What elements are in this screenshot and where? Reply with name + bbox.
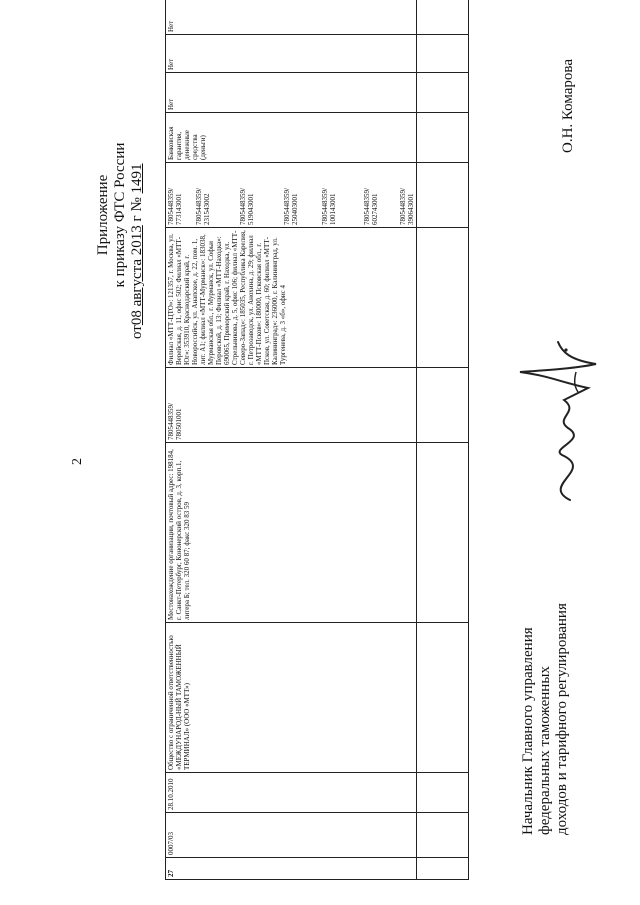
table-row <box>166 0 417 880</box>
cell-col-a: Нет <box>166 73 417 113</box>
branch-code: 7805448359/ 250403001 <box>283 188 299 225</box>
branch-code: 7805448359/ 519043001 <box>239 188 255 225</box>
cell-branch-codes <box>166 163 417 228</box>
order-year-suffix: г <box>129 215 145 222</box>
order-no-label: № <box>129 197 145 212</box>
cell-inn-kpp: 7805448359/ 780501001 <box>166 368 417 443</box>
page-number: 2 <box>70 458 85 465</box>
cell-col-b: Нет <box>166 35 417 73</box>
position-line: доходов и тарифного регулирования <box>554 603 570 835</box>
branch-code: 7805448359/ 390643001 <box>399 188 415 225</box>
cell-num: 27 <box>166 858 417 880</box>
official-position <box>520 603 571 835</box>
order-line <box>129 85 146 345</box>
branch-code: 7805448359/ 100143001 <box>321 188 337 225</box>
branch-code: 7805448359/ 773143001 <box>167 188 183 225</box>
official-name: О.Н. Комарова <box>560 59 576 153</box>
order-number: 1491 <box>129 163 145 194</box>
annex-header <box>95 85 146 345</box>
cell-address: Местонахождение организации, почтовый адрес: 198184, г. Санкт-Петербург, Кононерский остров, д. 3, корп.1, литера Б; тел. 320 60 87; факс 320 83 59 <box>166 443 417 623</box>
branch-code: 7805448359/ 602743001 <box>363 188 379 225</box>
position-line: Начальник Главного управления <box>520 627 536 835</box>
annex-title: Приложение <box>95 174 111 256</box>
cell-org-name: Общество с ограниченной ответственностью «МЕЖДУНАРОД-НЫЙ ТАМОЖЕННЫЙ ТЕРМИНАЛ» (ООО «МТТ») <box>166 623 417 773</box>
signature-image <box>500 335 620 510</box>
registry-table <box>165 0 469 880</box>
cell-branches: Филиал «МТТ-ЦТО»: 121357, г. Москва, ул. Верейская, д. 11, офис 502; Филиал «МТТ-Юг»: 353910, Краснодарский край, г. Новороссийск, ул. Анапское, д. 22, пом. 1, лит. А1; филиал «МТТ-Мурманск»: 183038, Мурманская обл., г. Мурманск, ул. Софьи Перовской, д. 13; Филиал «МТТ-Находка»: 690065, Приморский край, г. Находка, ул. Стрельникова, д. 5, офис 106; филиал «МТТ-Северо-Запад»: 185035, Республика Карелия, г. Петрозаводск, ул. Анохина, д. 29; филиал «МТТ-Псков»: 180000, Псковская обл., г. Псков, ул. Советская, д. 60; филиал «МТТ-Калининград»: 236000, г. Калининград, ул. Тургенева, д. 3 «б», офис 4 <box>166 228 417 368</box>
branch-code: 7805448359/ 231543002 <box>195 188 211 225</box>
cell-date: 28.10.2010 <box>166 773 417 813</box>
annex-subtitle: к приказу ФТС России <box>112 142 128 288</box>
order-prefix: от <box>129 325 145 339</box>
cell-reg-no: 0007/03 <box>166 813 417 858</box>
order-date: 08 августа 2013 <box>129 225 145 326</box>
cell-col-c: Нет <box>166 0 417 35</box>
position-line: федеральных таможенных <box>537 666 553 835</box>
table-row-empty <box>417 0 469 880</box>
cell-guarantee: Банковская гарантия, денежные средства (деньги) <box>166 113 417 163</box>
